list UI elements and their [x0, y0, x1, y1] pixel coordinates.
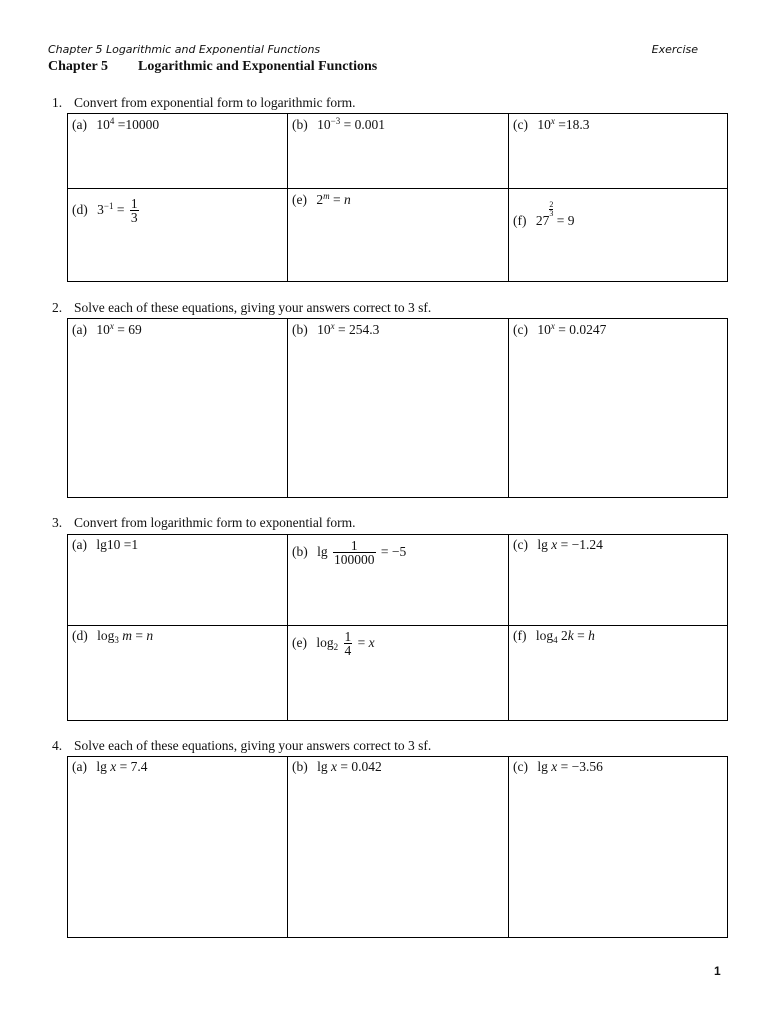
q1-part-c[interactable]: (c) 10$^x$ =18.3 [509, 114, 727, 189]
q3-part-e[interactable]: (e) $\log_2$ $\frac{1}{4}$ = x [288, 626, 509, 720]
q1-part-d[interactable]: (d) $3^{-1}$ = $\frac{1}{3}$ [68, 189, 288, 281]
question-1-grid [67, 113, 728, 282]
q3-part-b[interactable]: (b) lg $\frac{1}{100000}$ = −5 [288, 535, 509, 626]
question-4-grid [67, 756, 728, 938]
q3-part-a[interactable]: (a) lg10 =1 [68, 535, 288, 626]
chapter-title: Logarithmic and Exponential Functions [138, 59, 378, 74]
running-right-label: Exercise [651, 43, 698, 56]
q2-part-c[interactable]: (c) 10$^x$ = 0.0247 [513, 321, 607, 337]
question-2-grid [67, 318, 728, 498]
question-3-prompt: 3. Convert from logarithmic form to exponential form. [52, 515, 356, 530]
q3-part-c[interactable]: (c) lg x = −1.24 [509, 535, 727, 626]
q3-part-f[interactable]: (f) $\log_4 2k = h$ [513, 628, 595, 645]
running-title: Chapter 5 Logarithmic and Exponential Functions [48, 43, 321, 56]
q4-part-b[interactable]: (b) lg x = 0.042 [288, 757, 509, 937]
question-4-prompt: 4. Solve each of these equations, giving your answers correct to 3 sf. [52, 738, 432, 753]
fraction-exponent: $\frac{2}{3}$ [549, 200, 554, 218]
q2-part-b[interactable]: (b) 10$^x$ = 254.3 [288, 319, 509, 497]
fraction: $\frac{1}{3}$ [130, 196, 138, 225]
q1-part-e[interactable]: (e) 2$^m$ = n [288, 189, 509, 281]
q1-part-f[interactable]: (f) 27 $\frac{2}{3}$ = 9 [513, 200, 575, 228]
q4-part-c[interactable]: (c) lg x = −3.56 [513, 759, 603, 774]
running-header [48, 43, 698, 59]
q4-part-a[interactable]: (a) lg x = 7.4 [68, 757, 288, 937]
q1-part-b[interactable]: (b) $10^{-3} = 0.001$ [288, 114, 509, 189]
q1-part-a[interactable]: (a) $10^4 =10000$ [68, 114, 288, 189]
page-number: 1 [714, 964, 721, 978]
question-2-prompt: 2. Solve each of these equations, giving your answers correct to 3 sf. [52, 300, 432, 315]
chapter-number: Chapter 5 [48, 59, 109, 74]
fraction: $\frac{1}{4}$ [344, 629, 352, 658]
q3-part-d[interactable]: (d) $\log_3 m = n$ [68, 626, 288, 720]
question-1-prompt: 1. Convert from exponential form to logarithmic form. [52, 95, 356, 110]
fraction: $\frac{1}{100000}$ [334, 538, 375, 567]
question-3-grid [67, 534, 728, 721]
chapter-heading [48, 59, 377, 75]
q2-part-a[interactable]: (a) 10$^x$ = 69 [68, 319, 288, 497]
